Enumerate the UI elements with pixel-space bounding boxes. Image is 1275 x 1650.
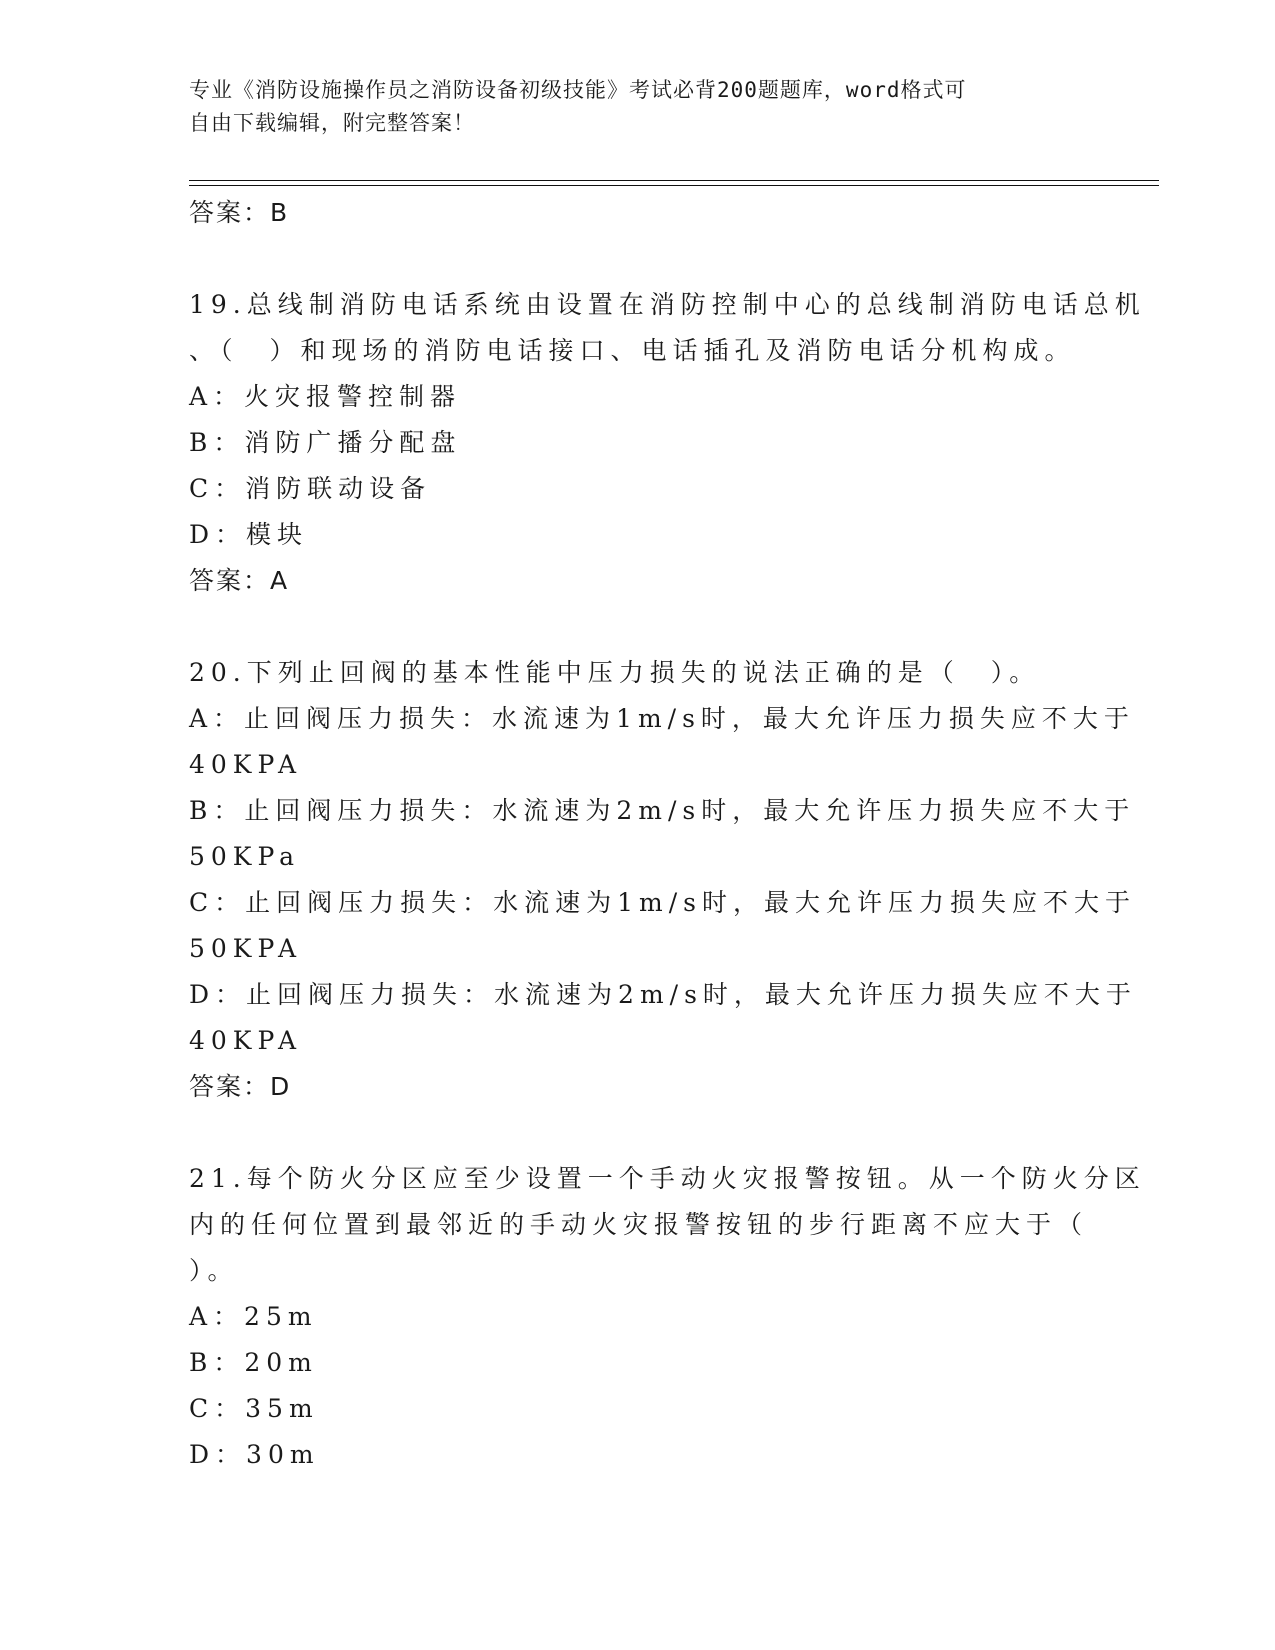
- question-19-answer: 答案：A: [189, 566, 290, 595]
- question-19: [189, 282, 1146, 604]
- question-21: [189, 1156, 1146, 1478]
- question-20-option-d-line-1: D：止回阀压力损失：水流速为2m/s时，最大允许压力损失应不大于: [189, 980, 1137, 1009]
- spacer: [189, 236, 1089, 282]
- question-20-stem: 20.下列止回阀的基本性能中压力损失的说法正确的是（ ）。: [189, 658, 1041, 687]
- header-divider-bottom: [189, 185, 1159, 186]
- header-divider-top: [189, 180, 1159, 181]
- question-21-option-c: C：35m: [189, 1394, 319, 1423]
- question-19-option-d: D：模块: [189, 520, 309, 549]
- question-21-option-d: D：30m: [189, 1440, 320, 1469]
- question-20-option-c-line-2: 50KPA: [189, 934, 303, 963]
- question-19-option-b: B：消防广播分配盘: [189, 428, 462, 457]
- spacer: [189, 1110, 1089, 1156]
- question-21-stem-line-3: ）。: [189, 1256, 239, 1285]
- question-19-option-a: A：火灾报警控制器: [189, 382, 462, 411]
- page-header: [189, 74, 1089, 140]
- question-20: [189, 650, 1137, 1110]
- question-20-option-c-line-1: C：止回阀压力损失：水流速为1m/s时，最大允许压力损失应不大于: [189, 888, 1136, 917]
- question-21-stem-line-2: 内的任何位置到最邻近的手动火灾报警按钮的步行距离不应大于（: [189, 1210, 1089, 1239]
- question-20-answer: 答案：D: [189, 1072, 292, 1101]
- question-20-option-b-line-2: 50KPa: [189, 842, 301, 871]
- question-20-option-a-line-2: 40KPA: [189, 750, 303, 779]
- header-title-line-2: 自由下载编辑，附完整答案！: [189, 111, 475, 135]
- question-19-option-c: C：消防联动设备: [189, 474, 432, 503]
- spacer: [189, 604, 1089, 650]
- question-20-option-b-line-1: B：止回阀压力损失：水流速为2m/s时，最大允许压力损失应不大于: [189, 796, 1136, 825]
- header-title-line-1: 专业《消防设施操作员之消防设备初级技能》考试必背200题题库，word格式可: [189, 78, 967, 102]
- question-list: [189, 190, 1146, 1478]
- question-19-stem-line-1: 19.总线制消防电话系统由设置在消防控制中心的总线制消防电话总机: [189, 290, 1146, 319]
- question-21-option-b: B：20m: [189, 1348, 318, 1377]
- question-20-option-a-line-1: A：止回阀压力损失：水流速为1m/s时，最大允许压力损失应不大于: [189, 704, 1135, 733]
- question-20-option-d-line-2: 40KPA: [189, 1026, 303, 1055]
- question-19-stem-line-2: 、（ ）和现场的消防电话接口、电话插孔及消防电话分机构成。: [189, 336, 1076, 365]
- question-21-stem-line-1: 21.每个防火分区应至少设置一个手动火灾报警按钮。从一个防火分区: [189, 1164, 1146, 1193]
- question-21-option-a: A：25m: [189, 1302, 318, 1331]
- previous-question-answer: 答案：B: [189, 198, 290, 227]
